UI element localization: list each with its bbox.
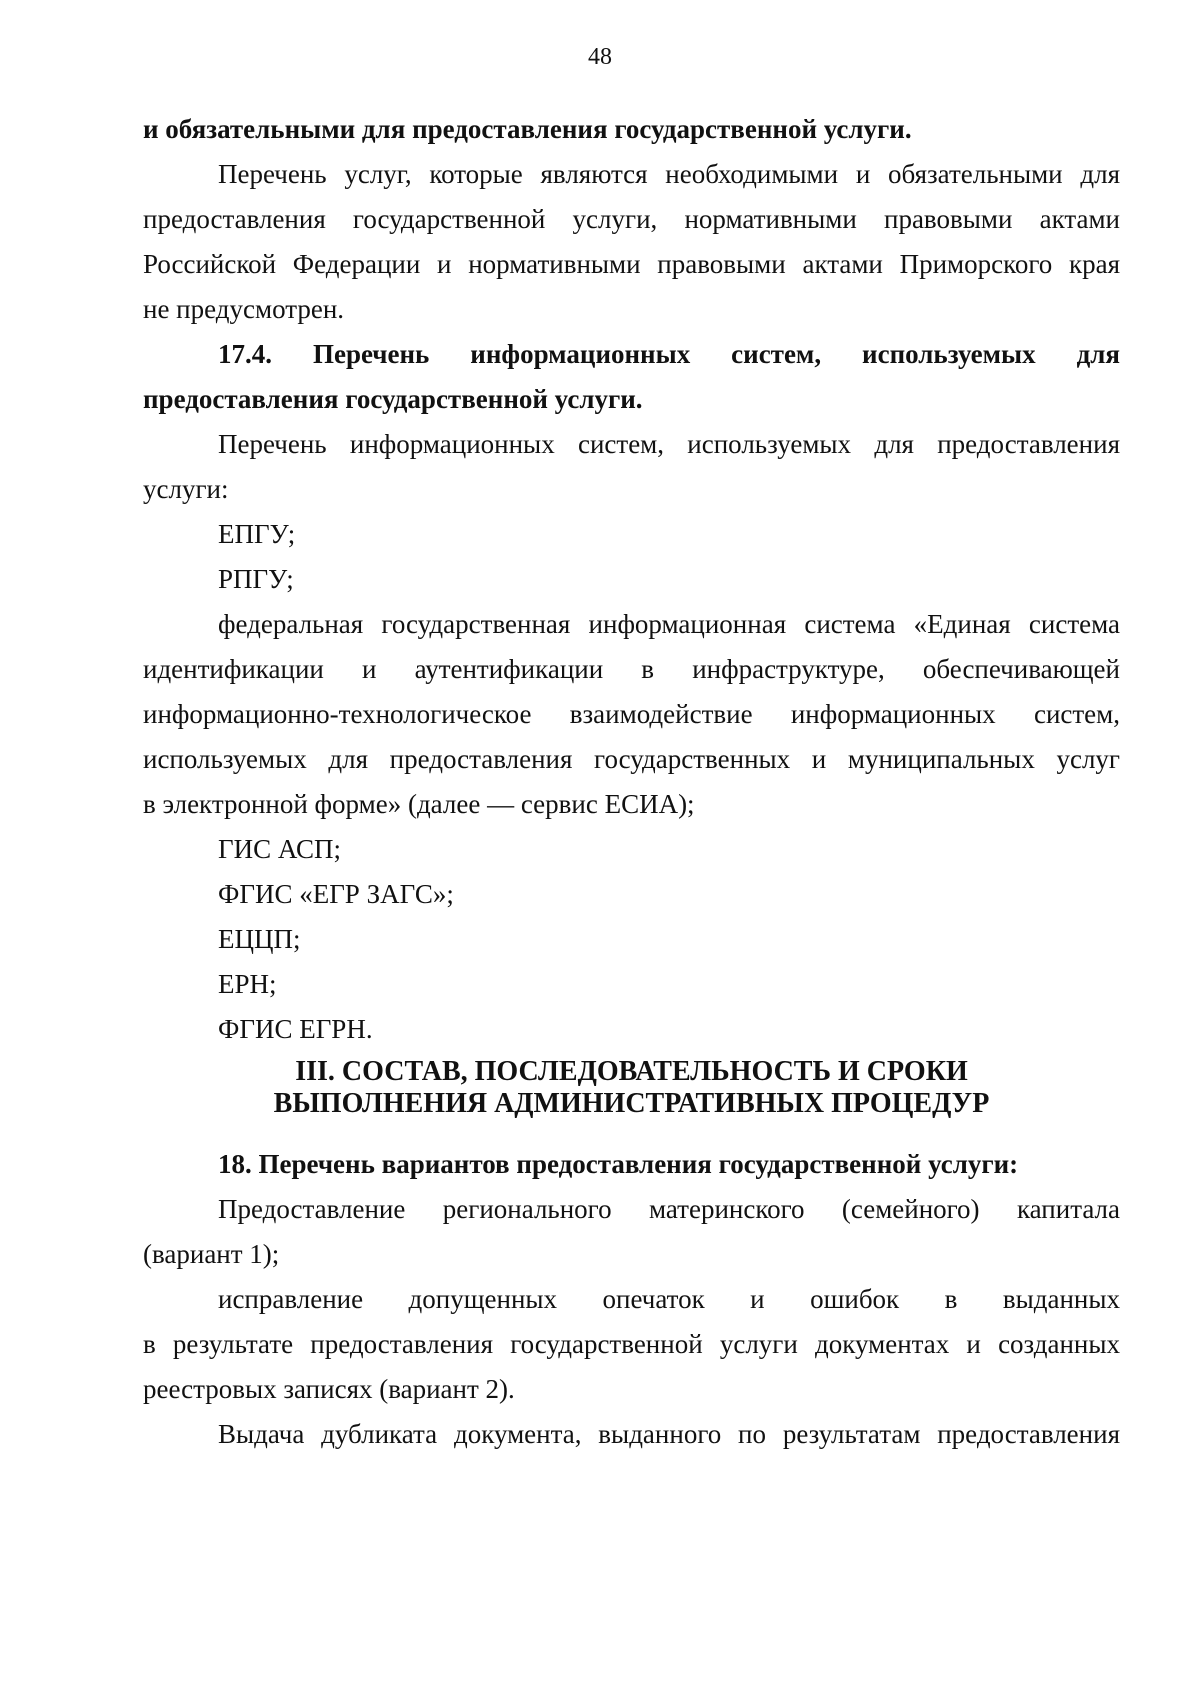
paragraph-line: реестровых записях (вариант 2).	[143, 1374, 515, 1404]
paragraph-line: (вариант 1);	[143, 1239, 280, 1269]
list-item: РПГУ;	[218, 564, 294, 594]
paragraph-line: и обязательными для предоставления государственной услуги.	[143, 114, 912, 144]
chapter-heading: III. СОСТАВ, ПОСЛЕДОВАТЕЛЬНОСТЬ И СРОКИ	[295, 1056, 968, 1087]
section-heading: 18. Перечень вариантов предоставления государственной услуги:	[218, 1149, 1019, 1179]
list-item: ФГИС «ЕГР ЗАГС»;	[218, 879, 454, 909]
list-item: ГИС АСП;	[218, 834, 342, 864]
paragraph-line: предоставления государственной услуги, нормативными правовыми актами	[143, 204, 1120, 234]
paragraph-line: Перечень услуг, которые являются необходимыми и обязательными для	[218, 159, 1120, 189]
paragraph-line: федеральная государственная информационная система «Единая система	[218, 609, 1120, 639]
paragraph-line: информационно-технологическое взаимодействие информационных систем,	[143, 699, 1120, 729]
paragraph-line: Предоставление регионального материнского (семейного) капитала	[218, 1194, 1120, 1224]
paragraph-line: Российской Федерации и нормативными правовыми актами Приморского края	[143, 249, 1120, 279]
paragraph-line: исправление допущенных опечаток и ошибок в выданных	[218, 1284, 1120, 1314]
paragraph-line: в результате предоставления государственной услуги документах и созданных	[143, 1329, 1120, 1359]
paragraph-line: в электронной форме» (далее — сервис ЕСИА);	[143, 789, 695, 819]
section-heading: предоставления государственной услуги.	[143, 384, 643, 414]
paragraph-line: не предусмотрен.	[143, 294, 345, 324]
page-number: 48	[588, 44, 612, 70]
paragraph-line: услуги:	[143, 474, 229, 504]
paragraph-line: идентификации и аутентификации в инфраструктуре, обеспечивающей	[143, 654, 1120, 684]
list-item: ЕЦЦП;	[218, 924, 301, 954]
list-item: ФГИС ЕГРН.	[218, 1014, 373, 1044]
paragraph-line: Перечень информационных систем, используемых для предоставления	[218, 429, 1120, 459]
list-item: ЕРН;	[218, 969, 277, 999]
paragraph-line: Выдача дубликата документа, выданного по результатам предоставления	[218, 1419, 1120, 1449]
paragraph-line: используемых для предоставления государственных и муниципальных услуг	[143, 744, 1120, 774]
chapter-heading: ВЫПОЛНЕНИЯ АДМИНИСТРАТИВНЫХ ПРОЦЕДУР	[273, 1088, 990, 1119]
list-item: ЕПГУ;	[218, 519, 296, 549]
section-heading: 17.4. Перечень информационных систем, используемых для	[218, 339, 1120, 369]
